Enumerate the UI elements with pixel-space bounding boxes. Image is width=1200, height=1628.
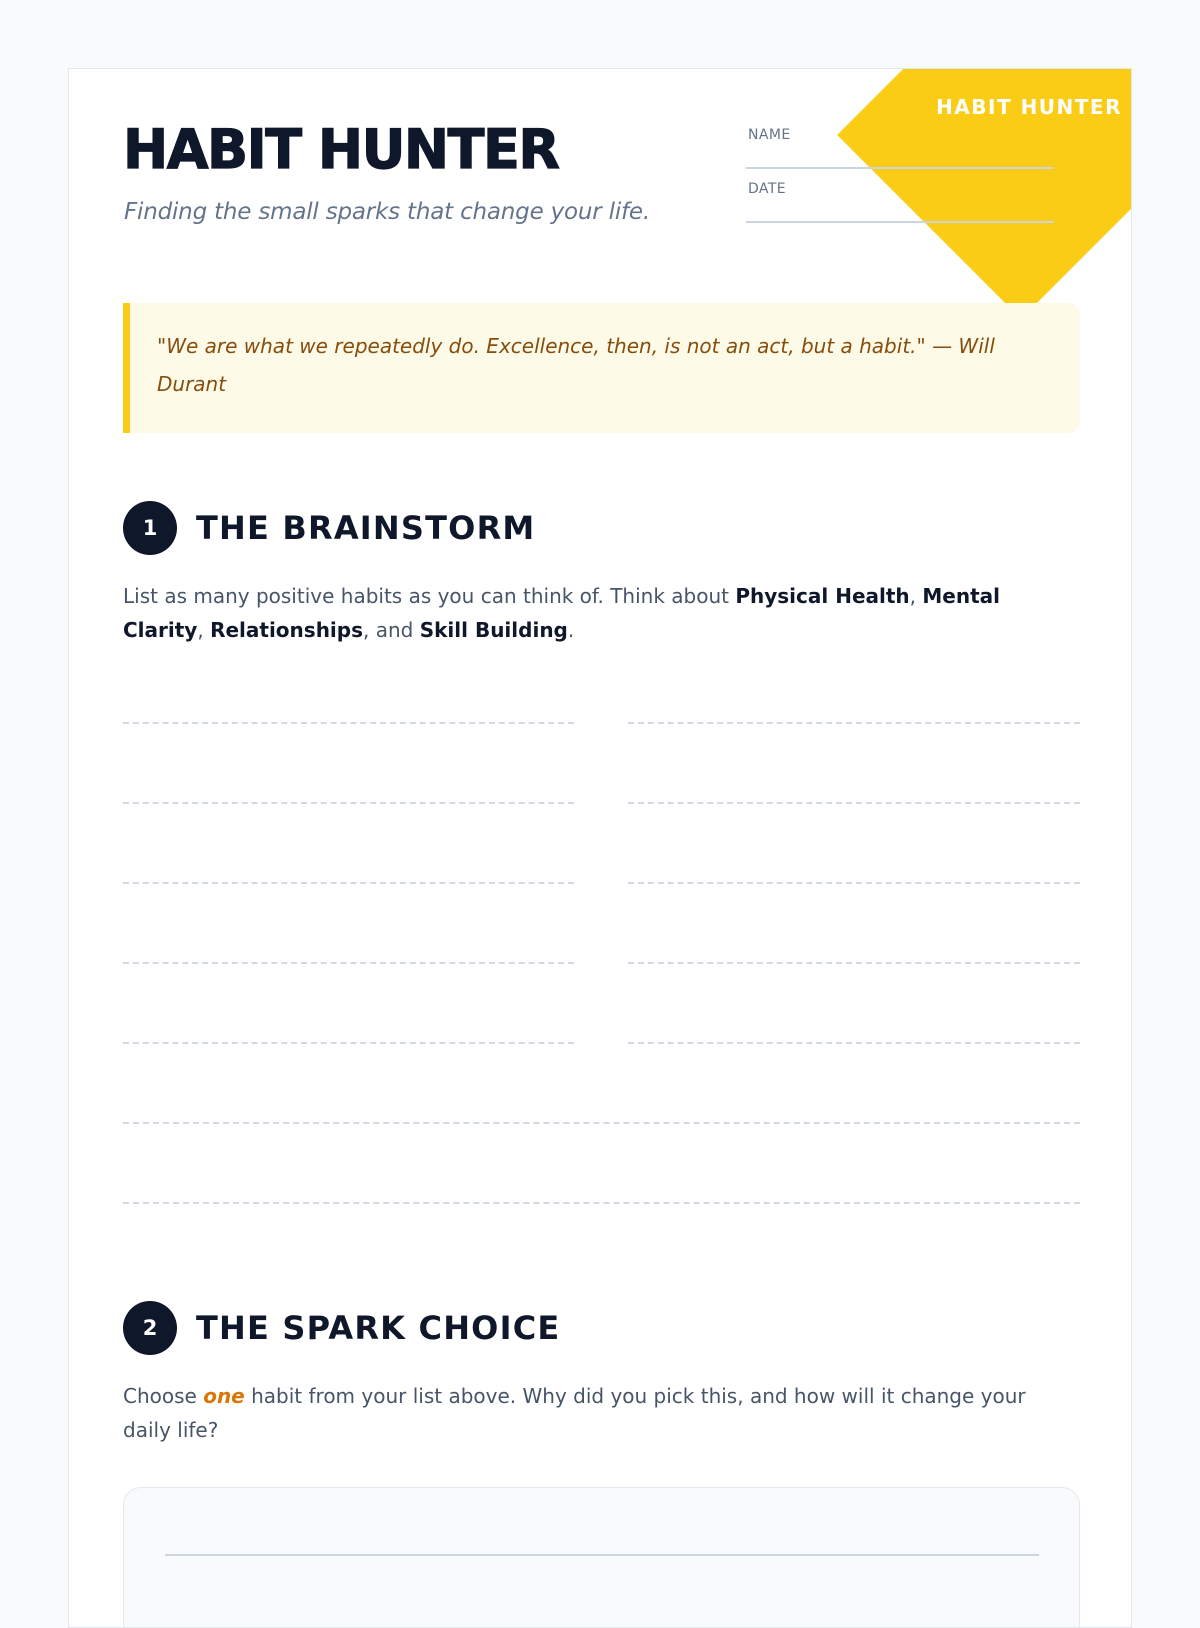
name-field-label: NAME: [748, 127, 791, 143]
section-number-badge: 2: [123, 1301, 177, 1355]
quote-callout: [123, 303, 1080, 433]
instruction-text: , and: [363, 618, 420, 642]
writing-line[interactable]: [123, 962, 574, 964]
instruction-text: .: [567, 618, 575, 642]
writing-line[interactable]: [123, 1122, 1080, 1124]
writing-line[interactable]: [123, 882, 574, 884]
instruction-text: ,: [197, 618, 211, 642]
emphasis-mental-clarity: Mental Clarity: [123, 584, 1001, 642]
worksheet-title: HABIT HUNTER: [123, 118, 559, 181]
emphasis-physical-health: Physical Health: [735, 584, 910, 608]
instruction-text: habit from your list above. Why did you pick this, and how will it change your daily life?: [123, 1384, 1026, 1442]
writing-line[interactable]: [628, 802, 1080, 804]
corner-ribbon-label: HABIT HUNTER: [936, 95, 1122, 119]
date-field[interactable]: [746, 181, 1054, 223]
date-field-label: DATE: [748, 181, 787, 197]
spark-answer-box[interactable]: [123, 1487, 1080, 1628]
writing-line[interactable]: [123, 1042, 574, 1044]
worksheet-page: [68, 68, 1132, 1628]
writing-line[interactable]: [123, 1202, 1080, 1204]
instruction-text: ,: [909, 584, 923, 608]
writing-line[interactable]: [123, 802, 574, 804]
brainstorm-instructions: [123, 579, 1063, 647]
section-number-badge: 1: [123, 501, 177, 555]
emphasis-one: one: [203, 1384, 245, 1408]
instruction-text: List as many positive habits as you can think of. Think about: [123, 584, 736, 608]
answer-line[interactable]: [165, 1554, 1039, 1556]
writing-line[interactable]: [123, 722, 574, 724]
writing-line[interactable]: [628, 882, 1080, 884]
spark-choice-instructions: [123, 1379, 1063, 1447]
writing-line[interactable]: [628, 962, 1080, 964]
writing-line[interactable]: [628, 1042, 1080, 1044]
emphasis-skill-building: Skill Building: [419, 618, 568, 642]
section-title-spark-choice: THE SPARK CHOICE: [196, 1309, 561, 1347]
writing-line[interactable]: [628, 722, 1080, 724]
worksheet-subtitle: Finding the small sparks that change your life.: [124, 199, 650, 225]
name-field[interactable]: [746, 127, 1054, 169]
emphasis-relationships: Relationships: [210, 618, 364, 642]
section-title-brainstorm: THE BRAINSTORM: [196, 509, 536, 547]
quote-text: "We are what we repeatedly do. Excellence, then, is not an act, but a habit." — Will Durant: [157, 334, 995, 396]
instruction-text: Choose: [123, 1384, 204, 1408]
